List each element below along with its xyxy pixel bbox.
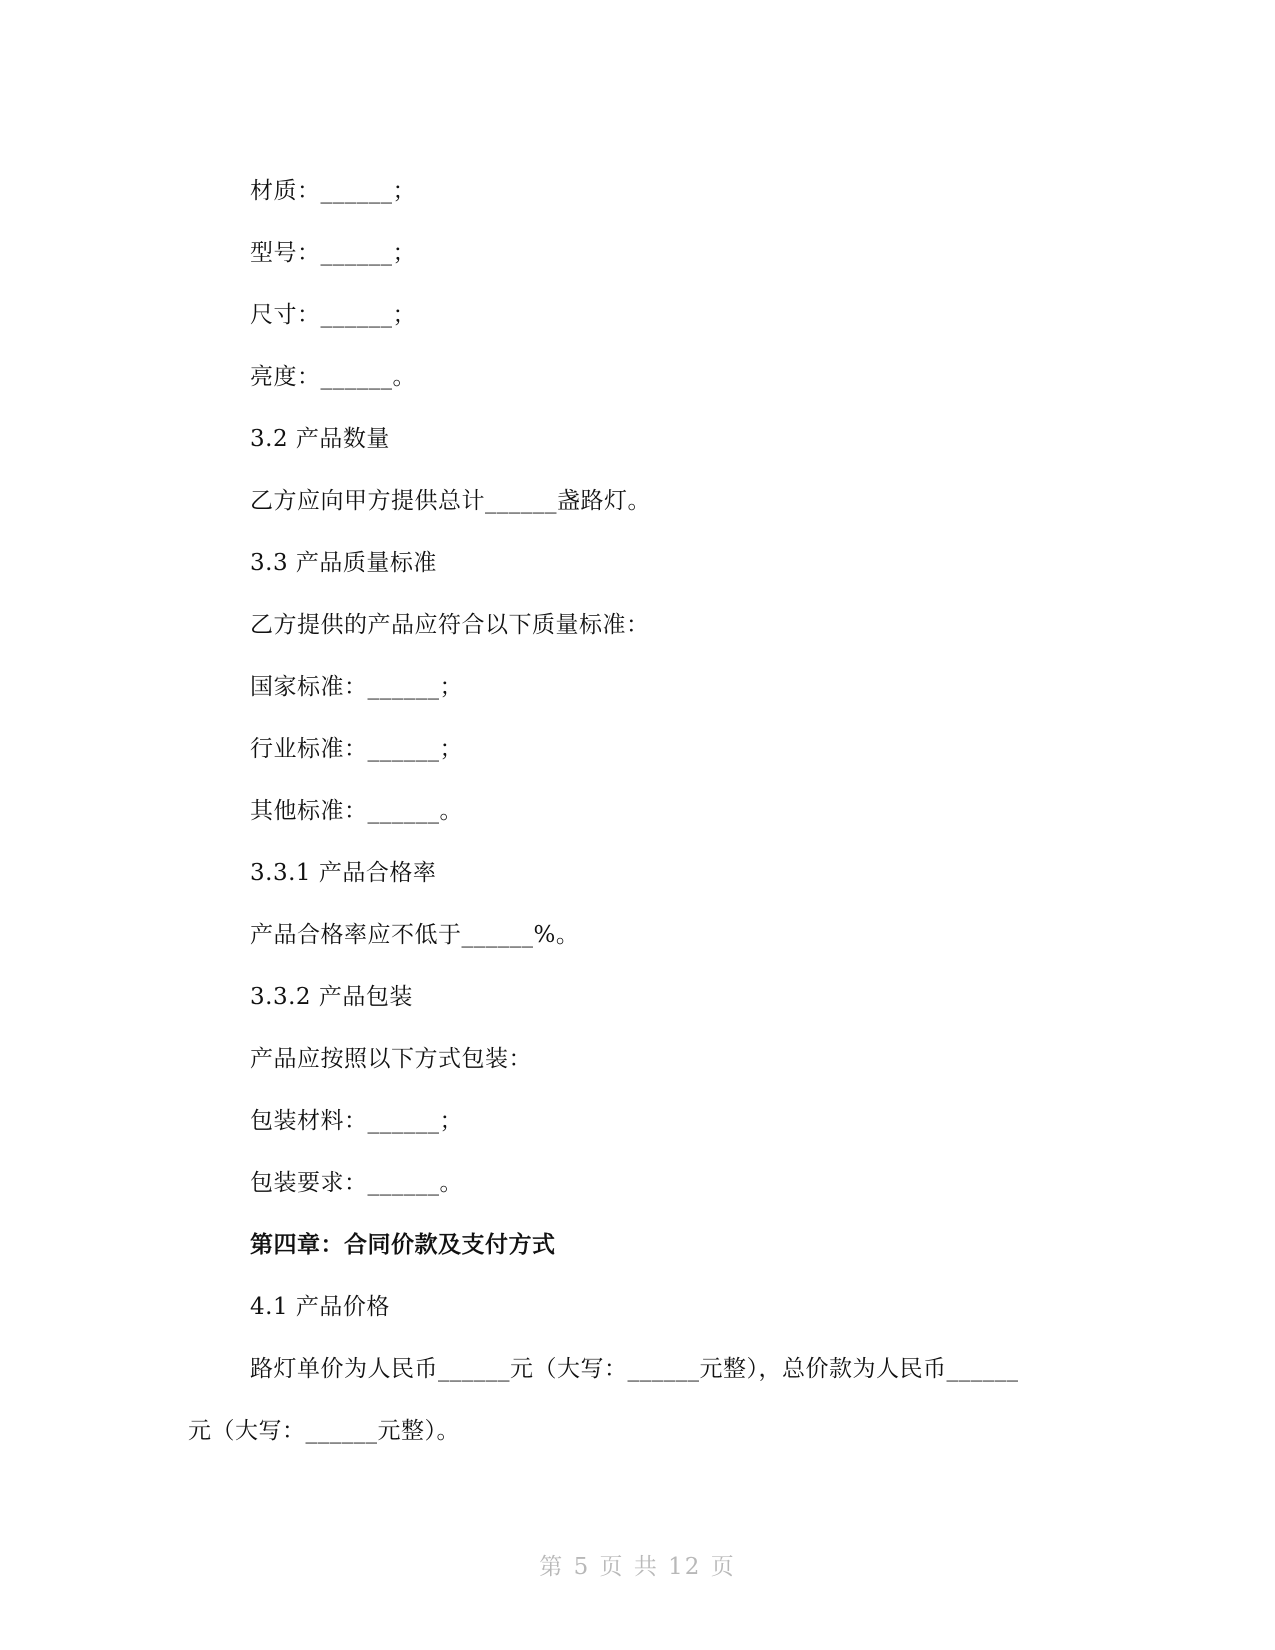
paragraph-continuation: 元（大写：______元整）。 bbox=[188, 1418, 460, 1444]
chapter-heading: 第四章：合同价款及支付方式 bbox=[250, 1232, 556, 1258]
paragraph: 乙方应向甲方提供总计______盏路灯。 bbox=[250, 488, 651, 514]
paragraph: 路灯单价为人民币______元（大写：______元整），总价款为人民币______ bbox=[250, 1356, 1019, 1382]
other-standard-line: 其他标准：______。 bbox=[250, 798, 463, 824]
section-heading: 3.3.2 产品包装 bbox=[250, 984, 413, 1010]
section-heading: 4.1 产品价格 bbox=[250, 1294, 390, 1320]
brightness-line: 亮度：______。 bbox=[250, 364, 416, 390]
paragraph: 产品合格率应不低于______%。 bbox=[250, 922, 580, 948]
section-heading: 3.3 产品质量标准 bbox=[250, 550, 437, 576]
packaging-material-line: 包装材料：______； bbox=[250, 1108, 463, 1134]
paragraph: 产品应按照以下方式包装： bbox=[250, 1046, 532, 1072]
paragraph: 乙方提供的产品应符合以下质量标准： bbox=[250, 612, 650, 638]
packaging-requirement-line: 包装要求：______。 bbox=[250, 1170, 463, 1196]
material-line: 材质：______； bbox=[250, 178, 416, 204]
industry-standard-line: 行业标准：______； bbox=[250, 736, 463, 762]
section-heading: 3.2 产品数量 bbox=[250, 426, 390, 452]
national-standard-line: 国家标准：______； bbox=[250, 674, 463, 700]
model-line: 型号：______； bbox=[250, 240, 416, 266]
page-footer: 第 5 页 共 12 页 bbox=[539, 1554, 736, 1580]
size-line: 尺寸：______； bbox=[250, 302, 416, 328]
section-heading: 3.3.1 产品合格率 bbox=[250, 860, 437, 886]
